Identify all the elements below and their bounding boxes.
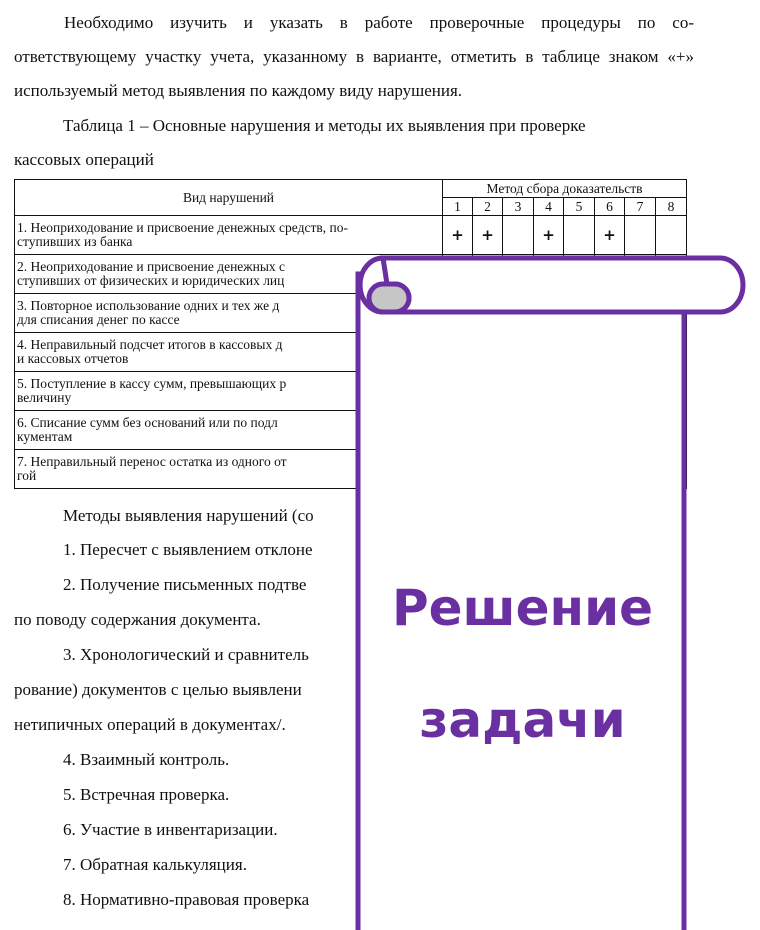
table-row (15, 216, 687, 255)
method-item: 1. Пересчет с выявлением отклоне (63, 540, 313, 559)
violation-line: для списания денег по кассе (17, 312, 180, 327)
method-mark-cell: + (443, 216, 473, 255)
method-mark-cell (656, 216, 687, 255)
violation-line: величину (17, 390, 72, 405)
violation-description (15, 216, 443, 255)
method-item: 8. Нормативно-правовая проверка (63, 890, 310, 909)
violation-line: 1. Неоприходование и присвоение денежных средств, по- (17, 220, 348, 235)
violation-line: ступивших от физических и юридических лиц (17, 273, 285, 288)
method-number-cell: 4 (534, 198, 564, 216)
method-mark-cell: + (473, 216, 503, 255)
intro-paragraph: Необходимо изучить и указать в работе проверочные процедуры по со- ответствующему участку учета, указанному в варианте, отметить в таблице знаком «+» используемый метод выявления по каждому виду нарушения. (14, 13, 694, 100)
method-item: 6. Участие в инвентаризации. (63, 820, 278, 839)
method-item: 2. Получение письменных подтве (63, 575, 307, 594)
solution-title (355, 552, 690, 776)
method-number-cell: 3 (503, 198, 534, 216)
table-caption: Таблица 1 – Основные нарушения и методы их выявления при проверке (63, 116, 586, 135)
method-mark-cell (503, 216, 534, 255)
method-item: 3. Хронологический и сравнитель (63, 645, 309, 664)
method-mark-cell (564, 216, 595, 255)
violation-line: кументам (17, 429, 73, 444)
table-caption-continued: кассовых операций (14, 150, 154, 169)
violation-line: 5. Поступление в кассу сумм, превышающих р (17, 376, 287, 391)
method-number-cell: 1 (443, 198, 473, 216)
method-item: 7. Обратная калькуляция. (63, 855, 247, 874)
method-number-cell: 6 (595, 198, 625, 216)
method-number-cell: 8 (656, 198, 687, 216)
solution-title-line1: Решение (391, 579, 654, 637)
violation-line: 3. Повторное использование одних и тех же д (17, 298, 280, 313)
scroll-curl-icon (369, 284, 409, 312)
method-item: 5. Встречная проверка. (63, 785, 230, 804)
violation-line: 4. Неправильный подсчет итогов в кассовых д (17, 337, 283, 352)
violation-line: 7. Неправильный перенос остатка из одного от (17, 454, 287, 469)
method-item: по поводу содержания документа. (14, 610, 261, 629)
violation-line: 6. Списание сумм без оснований или по подл (17, 415, 278, 430)
method-item: 4. Взаимный контроль. (63, 750, 230, 769)
solution-title-line2: задачи (419, 691, 626, 749)
method-mark-cell: + (534, 216, 564, 255)
violation-line: и кассовых отчетов (17, 351, 129, 366)
violation-line: ступивших из банка (17, 234, 133, 249)
method-item: рование) документов с целью выявлени (14, 680, 302, 699)
method-number-cell: 2 (473, 198, 503, 216)
solution-scroll-overlay (355, 254, 755, 930)
method-number-cell: 5 (564, 198, 595, 216)
violation-line: гой (17, 468, 37, 483)
method-mark-cell: + (595, 216, 625, 255)
header-methods: Метод сбора доказательств (443, 180, 687, 198)
method-mark-cell (625, 216, 656, 255)
method-item: нетипичных операций в документах/. (14, 715, 286, 734)
header-violation-type: Вид нарушений (15, 180, 443, 216)
methods-heading: Методы выявления нарушений (со (63, 506, 314, 525)
method-number-cell: 7 (625, 198, 656, 216)
violation-line: 2. Неоприходование и присвоение денежных с (17, 259, 286, 274)
